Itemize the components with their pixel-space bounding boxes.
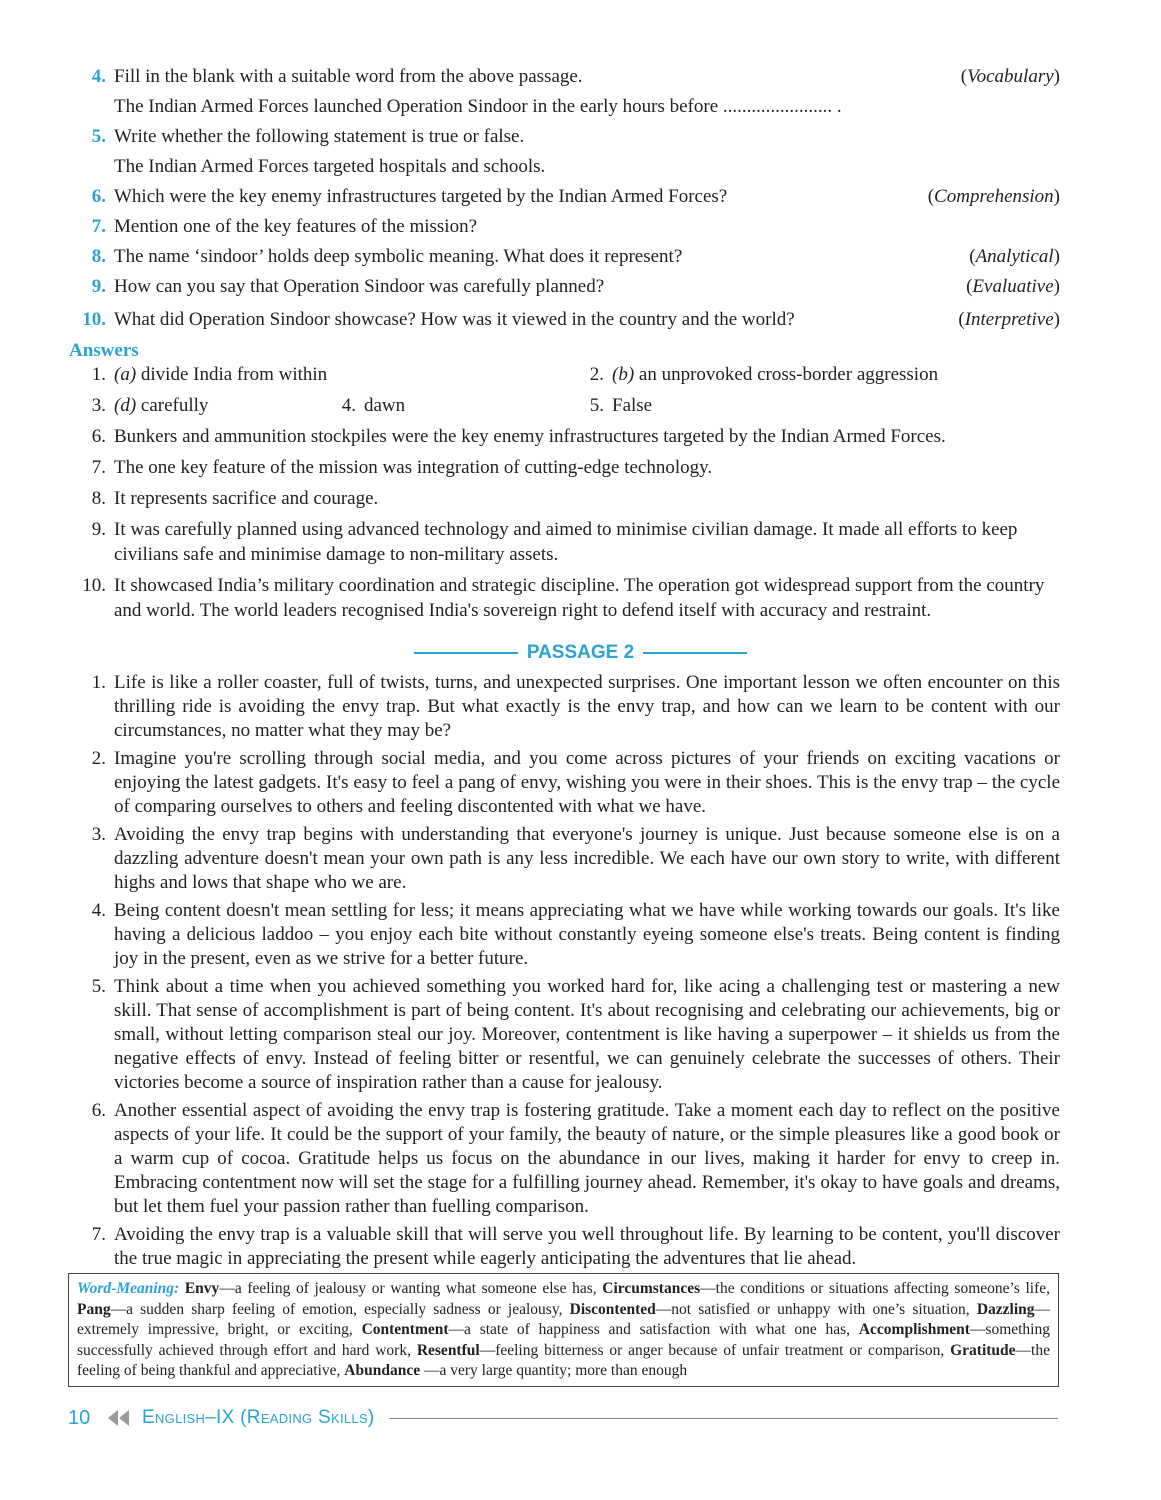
paragraph-number: 4. — [91, 900, 106, 921]
question-text: What did Operation Sindoor showcase? How was it viewed in the country and the world? — [114, 309, 795, 330]
question-subline — [70, 152, 1060, 182]
footer-rule — [389, 1418, 1058, 1419]
answer-number: 6. — [91, 426, 106, 447]
word-meaning-label: Word-Meaning: — [77, 1280, 180, 1297]
question-item — [70, 182, 1060, 212]
answer-item — [70, 393, 332, 418]
answer-number: 7. — [91, 457, 106, 478]
paragraph-text: Another essential aspect of avoiding the envy trap is fostering gratitude. Take a moment each day to reflect on the positive aspects of your life. It could be the support of your family, the beauty of nature, or the simple pleasures like a good book or a warm cup of cocoa. Gratitude helps us focus on the abundance in our lives, making it harder for envy to creep in. Embracing contentment now will set the stage for a fulfilling journey ahead. Remember, it's okay to have goals and dreams, but let them fuel your passion rather than fuelling comparison. — [114, 1100, 1060, 1217]
answer-item — [580, 362, 938, 387]
paragraph-text: Think about a time when you achieved something you worked hard for, like acing a challenging test or mastering a new skill. That sense of accomplishment is part of being content. It's about recognising and celebrating our achievements, big or small, without letting comparison steal our joy. Moreover, contentment is like having a superpower – it shields us from the negative effects of envy. Instead of feeling bitter or resentful, we can genuinely celebrate the successes of others. Their victories become a source of inspiration rather than a cause for jealousy. — [114, 976, 1060, 1093]
paragraph-text: Imagine you're scrolling through social media, and you come across pictures of your friends on exciting vacations or enjoying the latest gadgets. It's easy to feel a pang of envy, wishing you were in their shoes. This is the envy trap – the cycle of comparing ourselves to others and feeling discontented with what we have. — [114, 748, 1060, 817]
paragraph-number: 2. — [91, 748, 106, 769]
answer-number: 1. — [91, 364, 106, 385]
answer-value: an unprovoked cross-border aggression — [638, 364, 939, 385]
rewind-arrow-icon-svg — [108, 1410, 130, 1426]
word-meaning-definition: —a very large quantity; more than enough — [420, 1362, 688, 1379]
word-meaning-entry — [602, 1280, 1050, 1297]
question-skill-tag: ( Analytical ) — [969, 242, 1060, 272]
passage-paragraph — [70, 975, 1060, 1095]
question-skill-tag: ( Evaluative ) — [966, 272, 1060, 302]
word-meaning-entry — [417, 1342, 950, 1359]
answer-number: 2. — [589, 364, 604, 385]
question-text: Which were the key enemy infrastructures targeted by the Indian Armed Forces? — [114, 186, 728, 207]
passage-paragraph — [70, 823, 1060, 895]
paragraph-text: Life is like a roller coaster, full of twists, turns, and unexpected surprises. One important lesson we often encounter on this thrilling ride is avoiding the envy trap. But what exactly is the envy trap, and how can we learn to be content with our circumstances, no matter what they may be? — [114, 672, 1060, 741]
question-number: 8. — [91, 246, 106, 267]
word-meaning-definition: —a sudden sharp feeling of emotion, especially sadness or jealousy, — [110, 1300, 570, 1318]
answer-number: 5. — [589, 395, 604, 416]
answer-number: 3. — [91, 395, 106, 416]
paragraph-number: 5. — [91, 976, 106, 997]
book-title: English–IX (Reading Skills) — [142, 1407, 375, 1428]
question-subline — [70, 92, 1060, 122]
question-number: 10. — [82, 309, 106, 330]
paragraph-text: Avoiding the envy trap begins with understanding that everyone's journey is unique. Just because someone else is on a dazzling adventure doesn't mean your own path is any less incredible. We each have our own story to write, with different highs and lows that shape who we are. — [114, 824, 1060, 893]
word-meaning-term: Abundance — [344, 1362, 421, 1379]
question-number: 6. — [91, 186, 106, 207]
word-meaning-term: Dazzling — [976, 1300, 1035, 1318]
word-meaning-definition: —the conditions or situations affecting someone’s life, — [700, 1280, 1051, 1297]
question-text: The name ‘sindoor’ holds deep symbolic meaning. What does it represent? — [114, 246, 683, 267]
answer-number: 4. — [341, 395, 356, 416]
word-meaning-definition: —something successfully achieved through effort and hard work, — [77, 1321, 1050, 1359]
answer-text: It was carefully planned using advanced technology and aimed to minimise civilian damage. It made all efforts to keep civilians safe and minimise damage to non-military assets. — [114, 519, 1018, 565]
question-number: 9. — [91, 276, 106, 297]
paragraph-number: 6. — [91, 1100, 106, 1121]
answer-item — [70, 486, 1060, 511]
question-number: 5. — [91, 126, 106, 147]
word-meaning-term: Circumstances — [602, 1280, 701, 1297]
question-number: 4. — [91, 66, 106, 87]
answer-value: dawn — [364, 395, 406, 416]
passage-paragraph — [70, 899, 1060, 971]
question-text: Fill in the blank with a suitable word from the above passage. — [114, 66, 583, 87]
answer-item — [70, 573, 1060, 623]
answers-heading: Answers — [69, 340, 139, 361]
question-text: The Indian Armed Forces targeted hospitals and schools. — [114, 156, 546, 177]
answer-value: False — [612, 395, 653, 416]
word-meaning-definition: —extremely impressive, bright, or exciting, — [77, 1300, 1050, 1338]
word-meaning-definition: —feeling bitterness or anger because of unfair treatment or comparison, — [479, 1341, 951, 1359]
answer-text: It represents sacrifice and courage. — [114, 488, 379, 509]
answer-item — [70, 424, 1060, 449]
word-meaning-term: Contentment — [361, 1321, 449, 1338]
word-meaning-entry — [77, 1301, 570, 1318]
passage-paragraph — [70, 671, 1060, 743]
question-text: How can you say that Operation Sindoor was carefully planned? — [114, 276, 605, 297]
answer-number: 8. — [91, 488, 106, 509]
question-number: 7. — [91, 216, 106, 237]
rewind-arrow-icon — [108, 1410, 142, 1426]
answer-row — [70, 393, 1060, 418]
word-meaning-definition: —a feeling of jealousy or wanting what someone else has, — [219, 1280, 603, 1297]
word-meaning-entry — [185, 1280, 602, 1297]
passage-title: PASSAGE 2 — [526, 642, 635, 663]
word-meaning-term: Discontented — [569, 1300, 656, 1318]
word-meaning-term: Envy — [184, 1280, 220, 1297]
word-meaning-term: Accomplishment — [858, 1321, 970, 1338]
answer-item — [580, 393, 652, 418]
answer-item — [70, 455, 1060, 480]
question-item — [70, 62, 1060, 92]
question-item — [70, 122, 1060, 152]
question-skill-tag: ( Vocabulary ) — [961, 62, 1060, 92]
heading-rule-left — [414, 652, 518, 654]
answer-item — [70, 362, 580, 387]
answer-item — [332, 393, 580, 418]
question-item — [70, 212, 1060, 242]
question-text: The Indian Armed Forces launched Operation Sindoor in the early hours before ....................... . — [114, 96, 842, 117]
answer-option: (b) — [612, 364, 635, 385]
answer-list — [70, 362, 1060, 629]
answer-text: The one key feature of the mission was integration of cutting-edge technology. — [114, 457, 713, 478]
word-meaning-box — [68, 1273, 1059, 1387]
answer-value: carefully — [140, 395, 209, 416]
passage-body — [70, 671, 1060, 1275]
paragraph-text: Being content doesn't mean settling for less; it means appreciating what we have while working towards our goals. It's like having a delicious laddoo – you enjoy each bite without constantly eyeing someone else's treats. Being content is finding joy in the present, even as we strive for a better future. — [114, 900, 1060, 969]
answer-value: divide India from within — [140, 364, 328, 385]
passage-paragraph — [70, 1223, 1060, 1271]
question-item — [70, 272, 1060, 302]
passage-paragraph — [70, 747, 1060, 819]
question-text: Mention one of the key features of the mission? — [114, 216, 478, 237]
page-number: 10 — [68, 1406, 91, 1429]
answer-text: Bunkers and ammunition stockpiles were the key enemy infrastructures targeted by the Indian Armed Forces. — [114, 426, 946, 447]
word-meaning-definition: —the feeling of being thankful and appreciative, — [77, 1341, 1050, 1379]
answer-row — [70, 362, 1060, 387]
answer-text — [604, 362, 938, 387]
answer-text — [106, 362, 327, 387]
answer-text — [106, 393, 208, 418]
answer-number: 10. — [82, 575, 106, 596]
answer-option: (a) — [114, 364, 137, 385]
question-list — [70, 62, 1060, 335]
question-text: Write whether the following statement is true or false. — [114, 126, 525, 147]
answer-option: (d) — [114, 395, 137, 416]
question-skill-tag: ( Interpretive ) — [958, 305, 1060, 335]
page-footer — [68, 1404, 1058, 1432]
paragraph-text: Avoiding the envy trap is a valuable skill that will serve you well throughout life. By learning to be content, you'll discover the true magic in appreciating the present while eagerly anticipating the adventures that lie ahead. — [114, 1224, 1060, 1269]
word-meaning-term: Gratitude — [950, 1341, 1016, 1359]
word-meaning-entry — [344, 1362, 687, 1379]
heading-rule-right — [643, 652, 747, 654]
paragraph-number: 3. — [91, 824, 106, 845]
word-meaning-term: Resentful — [416, 1341, 480, 1359]
question-item — [70, 305, 1060, 335]
passage-heading — [0, 642, 1161, 664]
answer-text: It showcased India’s military coordination and strategic discipline. The operation got widespread support from the country and world. The world leaders recognised India's sovereign right to defend itself with accuracy and restraint. — [114, 575, 1045, 621]
word-meaning-definition: —not satisfied or unhappy with one’s situation, — [655, 1300, 977, 1318]
question-skill-tag: ( Comprehension ) — [928, 182, 1060, 212]
word-meaning-entry — [570, 1301, 977, 1318]
word-meaning-definition: —a state of happiness and satisfaction with what one has, — [448, 1321, 859, 1338]
word-meaning-term: Pang — [77, 1300, 111, 1318]
answer-item — [70, 517, 1060, 567]
answer-number: 9. — [91, 519, 106, 540]
question-item — [70, 242, 1060, 272]
paragraph-number: 1. — [91, 672, 106, 693]
paragraph-number: 7. — [91, 1224, 106, 1245]
word-meaning-entry — [362, 1321, 859, 1338]
passage-paragraph — [70, 1099, 1060, 1219]
